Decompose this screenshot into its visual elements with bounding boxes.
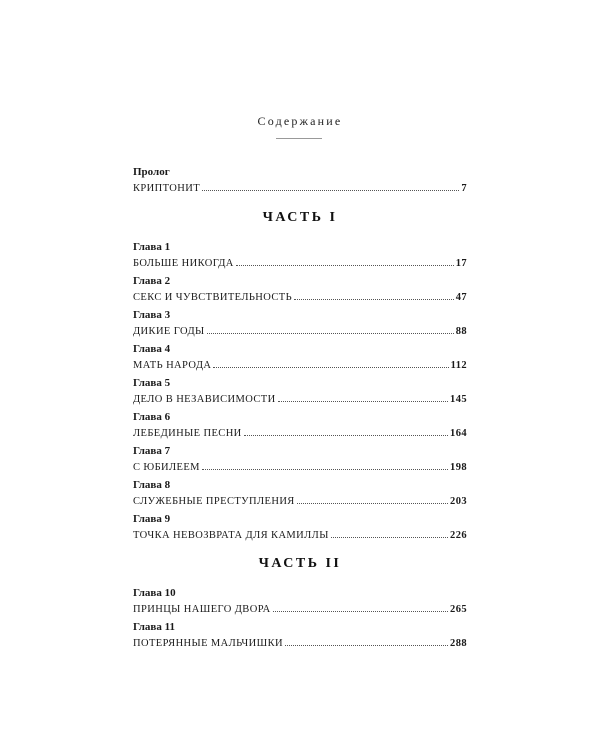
chapter-title: ЛЕБЕДИНЫЕ ПЕСНИ <box>133 428 242 439</box>
chapter-label: Глава 9 <box>133 513 171 525</box>
part-heading-2: ЧАСТЬ II <box>258 556 342 571</box>
dot-leader <box>331 537 448 538</box>
chapter-label: Глава 2 <box>133 275 171 287</box>
toc-entry-chapter-4[interactable] <box>133 343 467 373</box>
toc-entry-chapter-6[interactable] <box>133 411 467 441</box>
toc-entry-chapter-1[interactable] <box>133 241 467 271</box>
page-number: 88 <box>455 326 467 337</box>
toc-title: Содержание <box>257 114 343 128</box>
chapter-title: ДИКИЕ ГОДЫ <box>133 326 205 337</box>
chapter-label: Глава 4 <box>133 343 171 355</box>
dot-leader <box>285 645 448 646</box>
toc-entry-chapter-2[interactable] <box>133 275 467 305</box>
toc-entry-chapter-10[interactable] <box>133 587 467 617</box>
page-number: 47 <box>455 292 467 303</box>
chapter-label: Глава 7 <box>133 445 171 457</box>
toc-entry-chapter-8[interactable] <box>133 479 467 509</box>
chapter-label: Глава 6 <box>133 411 171 423</box>
chapter-title: МАТЬ НАРОДА <box>133 360 212 371</box>
dot-leader <box>213 367 448 368</box>
chapter-title: СЕКС И ЧУВСТВИТЕЛЬНОСТЬ <box>133 292 293 303</box>
page-number: 198 <box>450 462 467 473</box>
page-number: 226 <box>450 530 467 541</box>
chapter-label: Глава 8 <box>133 479 171 491</box>
chapter-label: Пролог <box>133 166 170 178</box>
chapter-label: Глава 11 <box>133 621 176 633</box>
page-number: 17 <box>455 258 467 269</box>
dot-leader <box>273 611 448 612</box>
dot-leader <box>202 469 448 470</box>
chapter-label: Глава 3 <box>133 309 171 321</box>
chapter-title: ПОТЕРЯННЫЕ МАЛЬЧИШКИ <box>133 638 284 649</box>
toc-entry-chapter-11[interactable] <box>133 621 467 651</box>
chapter-title: БОЛЬШЕ НИКОГДА <box>133 258 234 269</box>
chapter-label: Глава 10 <box>133 587 176 599</box>
toc-entry-chapter-7[interactable] <box>133 445 467 475</box>
toc-entry-chapter-3[interactable] <box>133 309 467 339</box>
part-heading-1: ЧАСТЬ I <box>262 210 338 225</box>
title-divider <box>276 138 322 139</box>
dot-leader <box>297 503 448 504</box>
chapter-label: Глава 1 <box>133 241 171 253</box>
dot-leader <box>202 190 459 191</box>
dot-leader <box>294 299 454 300</box>
page-number: 265 <box>450 604 467 615</box>
page-number: 7 <box>461 183 467 194</box>
chapter-label: Глава 5 <box>133 377 171 389</box>
chapter-title: СЛУЖЕБНЫЕ ПРЕСТУПЛЕНИЯ <box>133 496 295 507</box>
dot-leader <box>236 265 454 266</box>
chapter-title: ТОЧКА НЕВОЗВРАТА ДЛЯ КАМИЛЛЫ <box>133 530 329 541</box>
page-number: 164 <box>450 428 467 439</box>
chapter-title: КРИПТОНИТ <box>133 183 201 194</box>
dot-leader <box>244 435 448 436</box>
dot-leader <box>278 401 448 402</box>
page-number: 145 <box>450 394 467 405</box>
toc-entry-chapter-5[interactable] <box>133 377 467 407</box>
page-number: 203 <box>450 496 467 507</box>
page-number: 288 <box>450 638 467 649</box>
toc-entry-prologue[interactable] <box>133 166 467 196</box>
chapter-title: С ЮБИЛЕЕМ <box>133 462 200 473</box>
page-number: 112 <box>450 360 467 371</box>
toc-entry-chapter-9[interactable] <box>133 513 467 543</box>
chapter-title: ПРИНЦЫ НАШЕГО ДВОРА <box>133 604 271 615</box>
dot-leader <box>207 333 454 334</box>
chapter-title: ДЕЛО В НЕЗАВИСИМОСТИ <box>133 394 276 405</box>
